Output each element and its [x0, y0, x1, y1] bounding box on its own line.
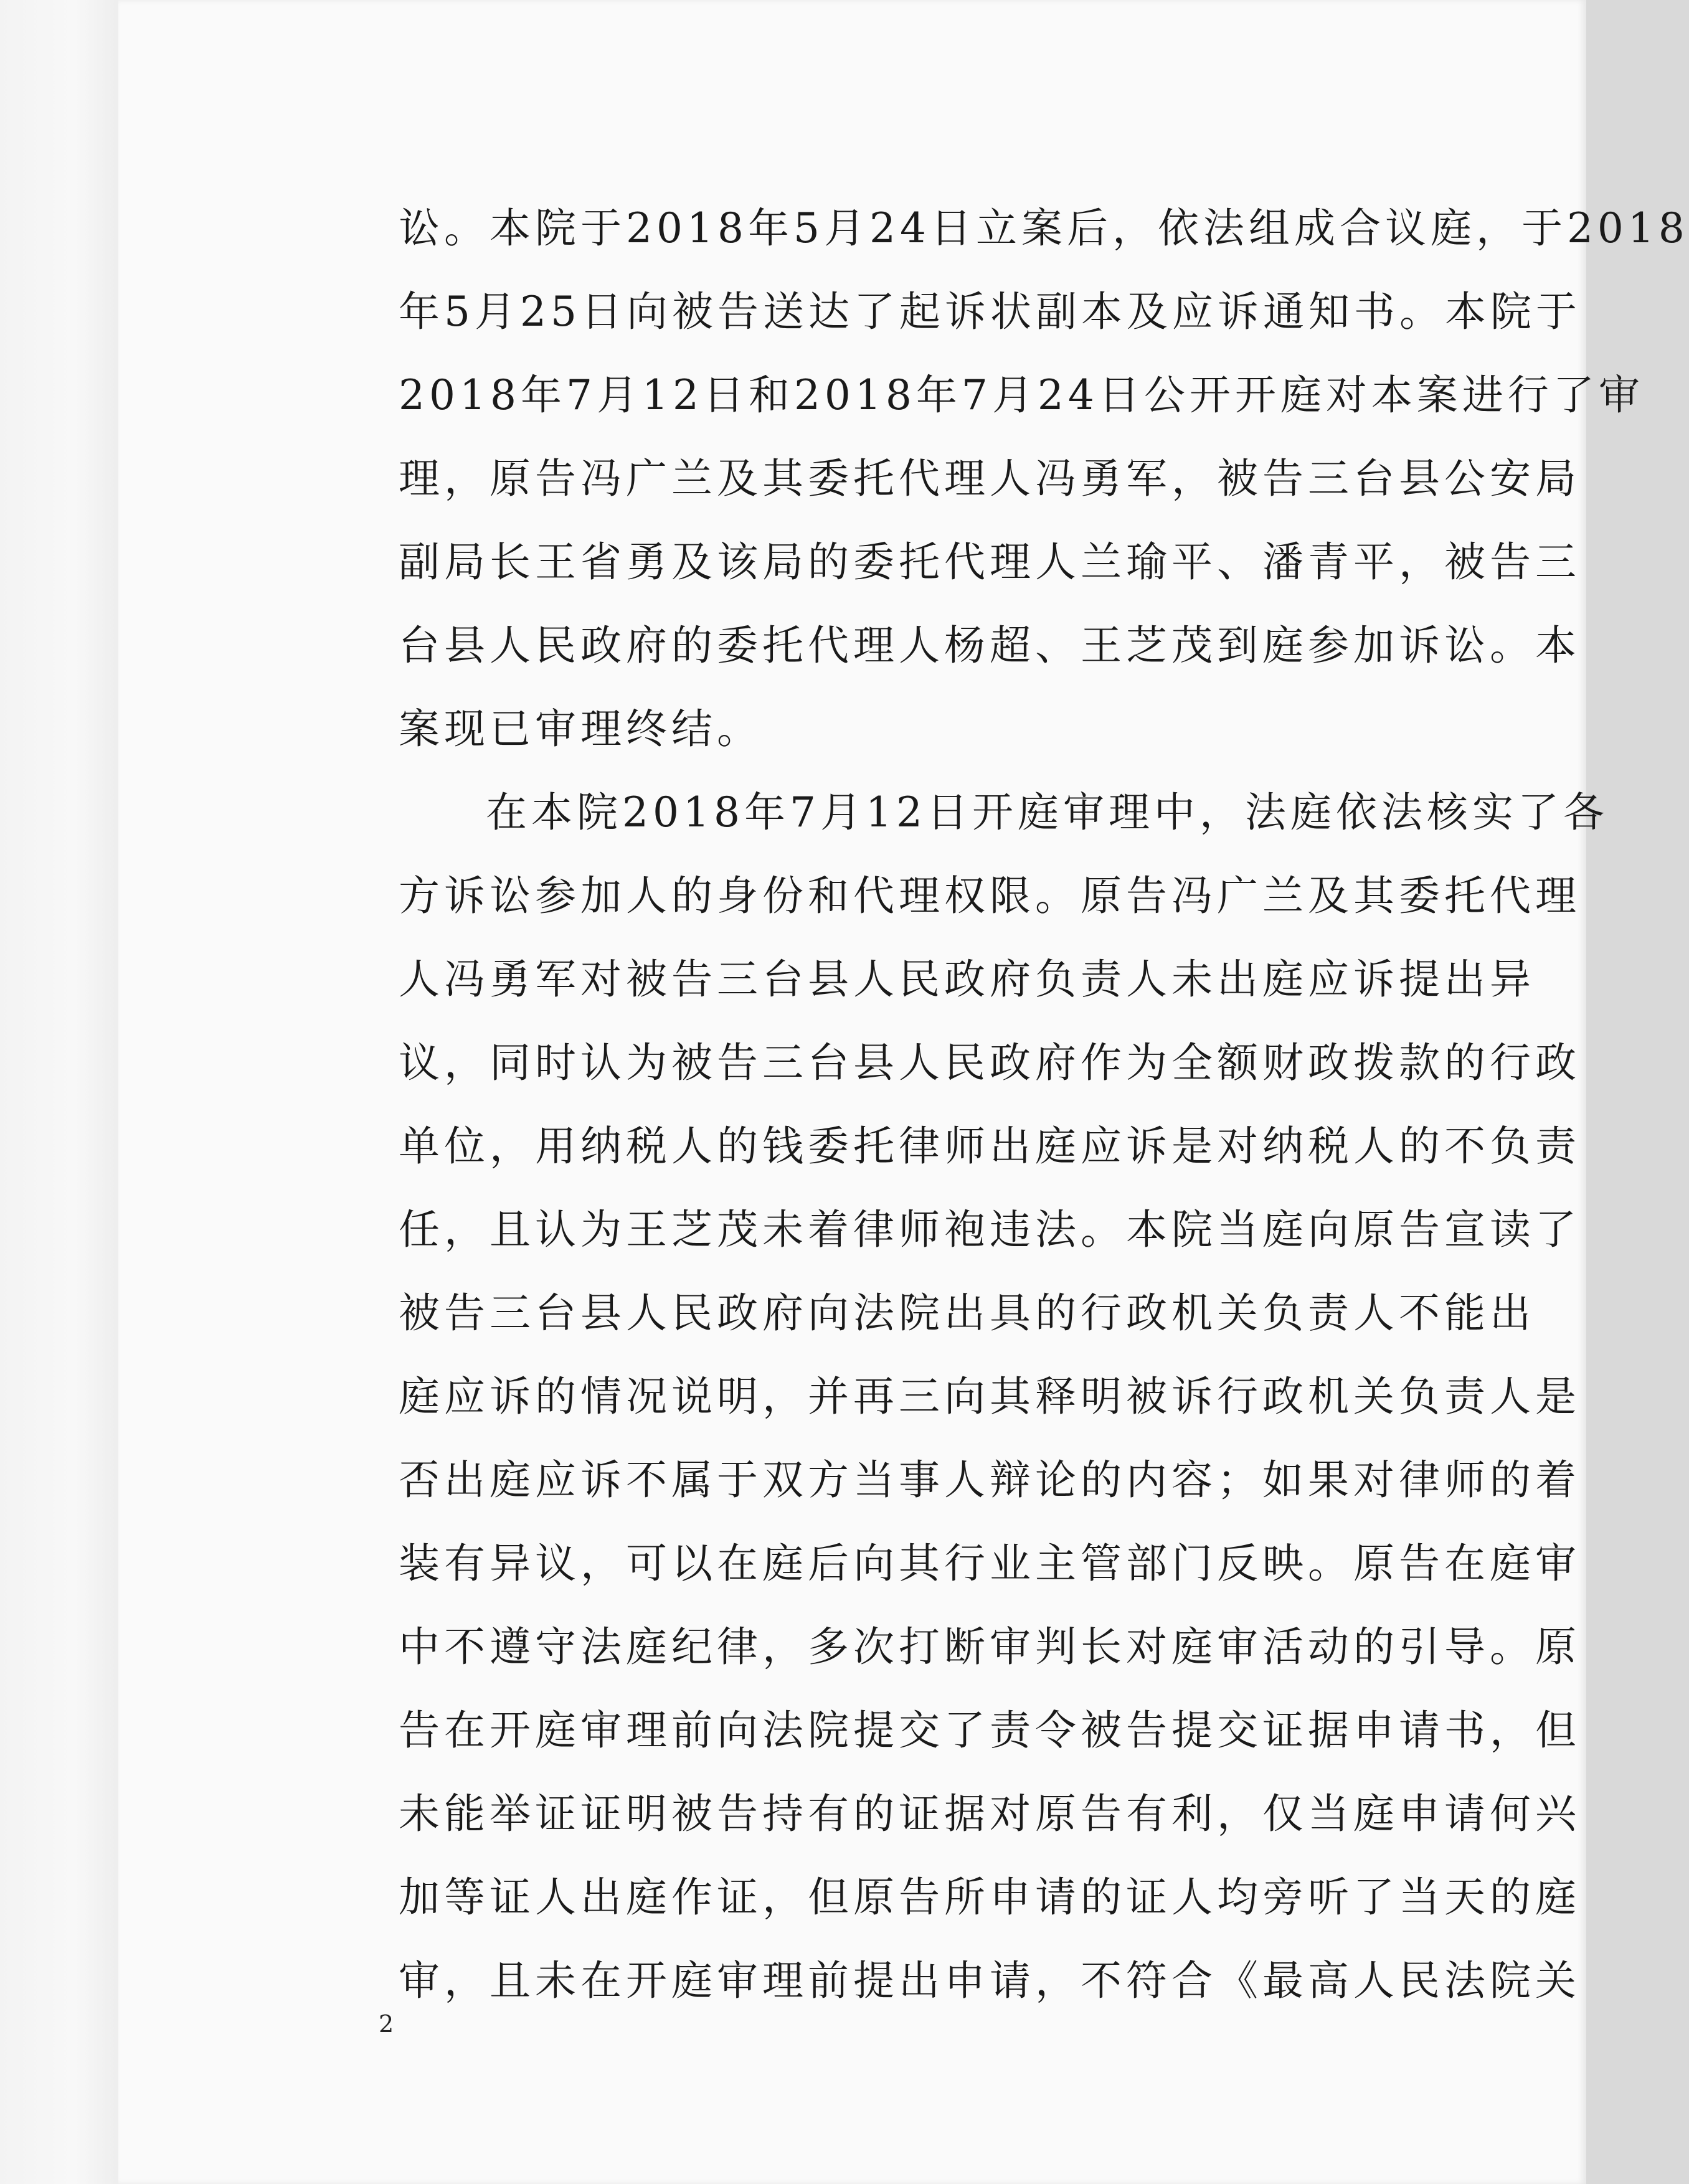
- text-line: 告在开庭审理前向法院提交了责令被告提交证据申请书，但: [399, 1706, 1581, 1754]
- text-line: 被告三台县人民政府向法院出具的行政机关负责人不能出: [399, 1289, 1535, 1337]
- text-line: 单位，用纳税人的钱委托律师出庭应诉是对纳税人的不负责: [399, 1122, 1581, 1170]
- text-line: 讼。本院于2018年5月24日立案后，依法组成合议庭，于2018: [399, 204, 1689, 252]
- text-line: 台县人民政府的委托代理人杨超、王芝茂到庭参加诉讼。本: [399, 622, 1581, 669]
- text-line: 理，原告冯广兰及其委托代理人冯勇军，被告三台县公安局: [399, 455, 1581, 503]
- text-line: 案现已审理终结。: [399, 705, 762, 753]
- text-line: 加等证人出庭作证，但原告所申请的证人均旁听了当天的庭: [399, 1873, 1581, 1921]
- paragraph-start-line: 在本院2018年7月12日开庭审理中，法庭依法核实了各: [486, 788, 1609, 836]
- text-line: 审，且未在开庭审理前提出申请，不符合《最高人民法院关: [399, 1957, 1581, 2005]
- scan-margin: [0, 0, 125, 2184]
- text-line: 庭应诉的情况说明，并再三向其释明被诉行政机关负责人是: [399, 1373, 1581, 1421]
- text-line: 任，且认为王芝茂未着律师袍违法。本院当庭向原告宣读了: [399, 1206, 1581, 1254]
- text-line: 议，同时认为被告三台县人民政府作为全额财政拨款的行政: [399, 1039, 1581, 1087]
- text-line: 方诉讼参加人的身份和代理权限。原告冯广兰及其委托代理: [399, 872, 1581, 920]
- document-body: [399, 187, 1689, 2023]
- text-line: 中不遵守法庭纪律，多次打断审判长对庭审活动的引导。原: [399, 1623, 1581, 1671]
- text-line: 否出庭应诉不属于双方当事人辩论的内容；如果对律师的着: [399, 1456, 1581, 1504]
- page-number: 2: [379, 2010, 394, 2038]
- text-line: 未能举证证明被告持有的证据对原告有利，仅当庭申请何兴: [399, 1790, 1581, 1838]
- text-line: 装有异议，可以在庭后向其行业主管部门反映。原告在庭审: [399, 1539, 1581, 1587]
- text-line: 副局长王省勇及该局的委托代理人兰瑜平、潘青平，被告三: [399, 538, 1581, 586]
- text-line: 2018年7月12日和2018年7月24日公开开庭对本案进行了审: [399, 371, 1644, 419]
- text-line: 人冯勇军对被告三台县人民政府负责人未出庭应诉提出异: [399, 955, 1535, 1003]
- text-line: 年5月25日向被告送达了起诉状副本及应诉通知书。本院于: [399, 288, 1581, 336]
